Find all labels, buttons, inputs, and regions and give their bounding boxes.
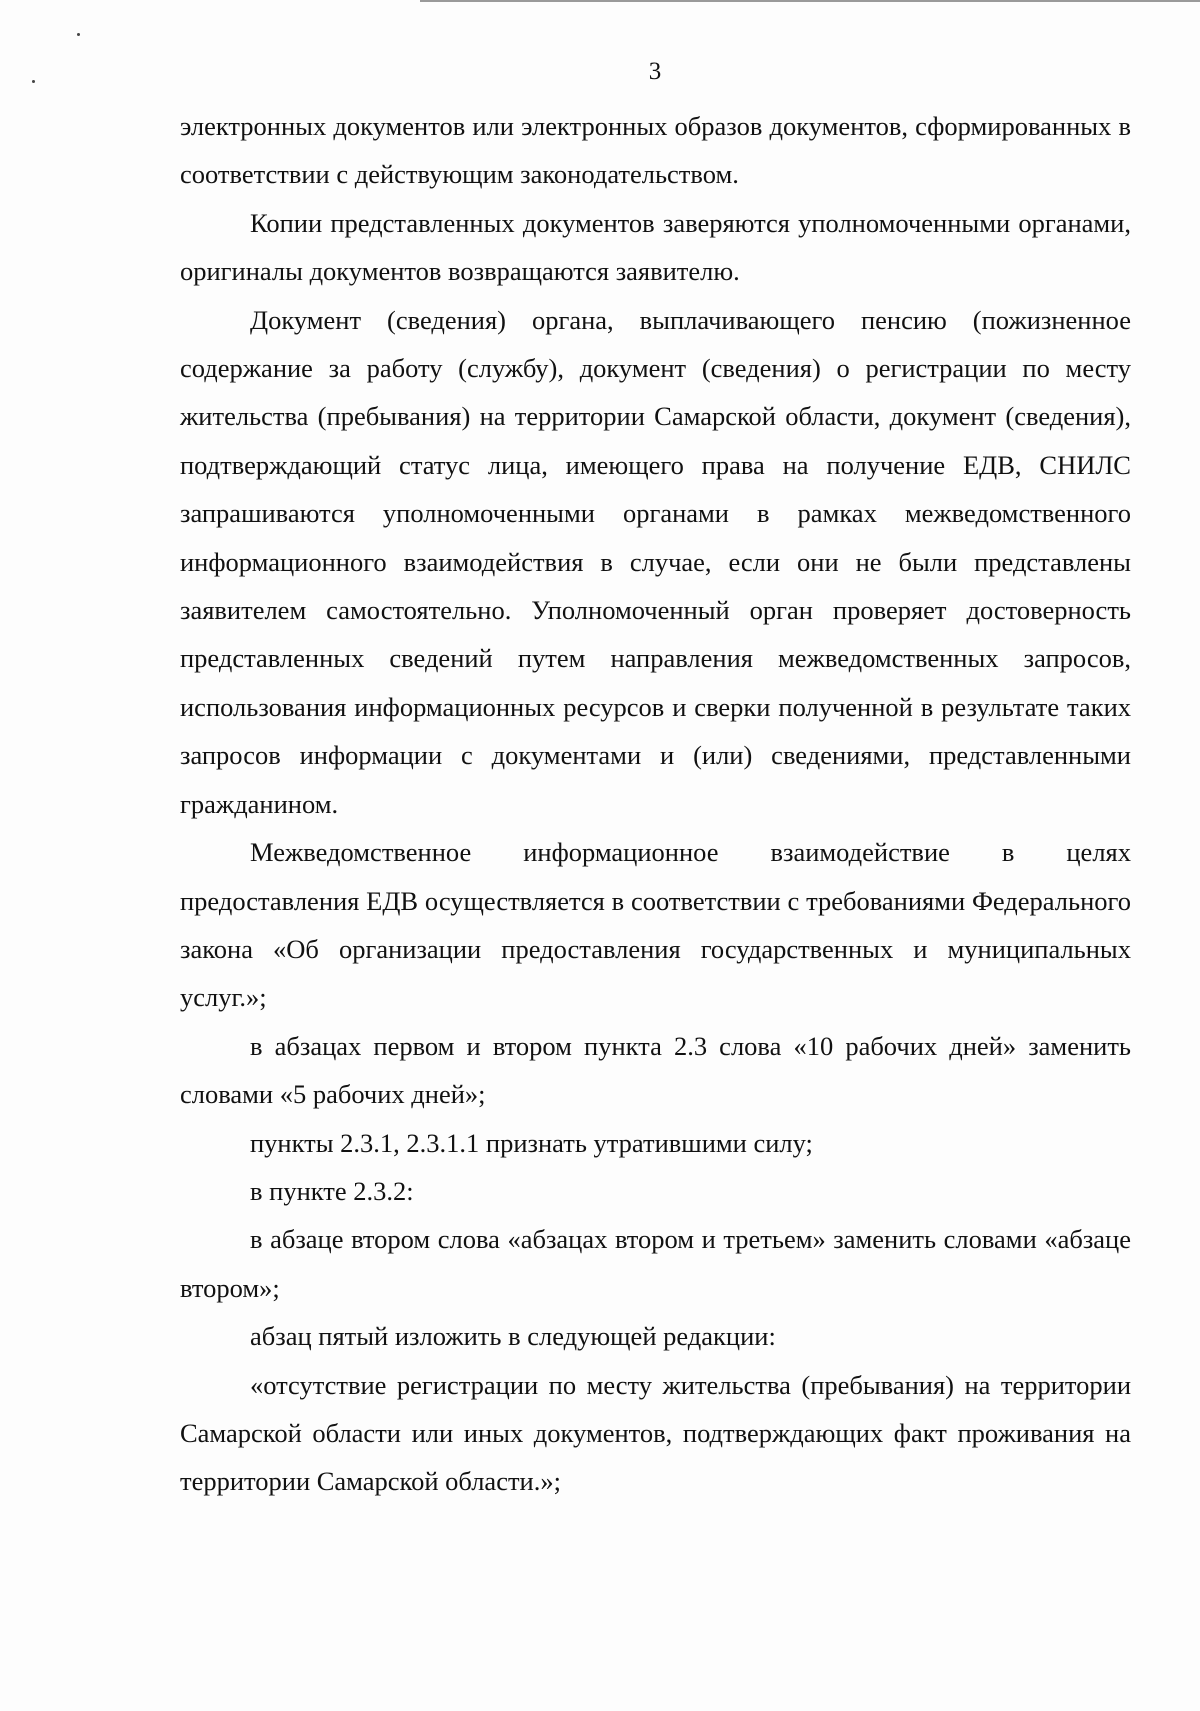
paragraph: в пункте 2.3.2: — [250, 1175, 414, 1206]
paragraph: в абзаце втором слова «абзацах втором и третьем» заменить словами «абзаце втором»; — [180, 1224, 1131, 1303]
paragraph: Копии представленных документов заверяются уполномоченными органами, оригиналы документов возвращаются заявителю. — [180, 207, 1131, 287]
paragraph: «отсутствие регистрации по месту жительства (пребывания) на территории Самарской области или иных документов, подтверждающих факт проживания на территории Самарской области.»; — [180, 1369, 1131, 1497]
paragraph: Межведомственное информационное взаимодействие в целях предоставления ЕДВ осуществляется в соответствии с требованиями Федерального закона «Об организации предоставления государственных и муниципальных услуг.»; — [180, 837, 1131, 1013]
scan-top-edge — [420, 0, 1200, 2]
paragraph: абзац пятый изложить в следующей редакции: — [250, 1321, 776, 1352]
page-number: 3 — [648, 58, 662, 85]
paragraph: пункты 2.3.1, 2.3.1.1 признать утратившими силу; — [250, 1127, 813, 1158]
paragraph: Документ (сведения) органа, выплачивающего пенсию (пожизненное содержание за работу (службу), документ (сведения) о регистрации по месту жительства (пребывания) на территории Самарской области, документ (сведения), подтверждающий статус лица, имеющего права на получение ЕДВ, СНИЛС запрашиваются уполномоченными органами в рамках межведомственного информационного взаимодействия в случае, если они не были представлены заявителем самостоятельно. Уполномоченный орган проверяет достоверность представленных сведений путем направления межведомственных запросов, использования информационных ресурсов и сверки полученной в результате таких запросов информации с документами и (или) сведениями, представленными гражданином. — [180, 304, 1131, 819]
paragraph: электронных документов или электронных образов документов, сформированных в соответствии с действующим законодательством. — [180, 111, 1131, 190]
scan-speck — [77, 33, 80, 36]
paragraph: в абзацах первом и втором пункта 2.3 слова «10 рабочих дней» заменить словами «5 рабочих дней»; — [180, 1030, 1131, 1110]
document-body — [180, 102, 1131, 1506]
